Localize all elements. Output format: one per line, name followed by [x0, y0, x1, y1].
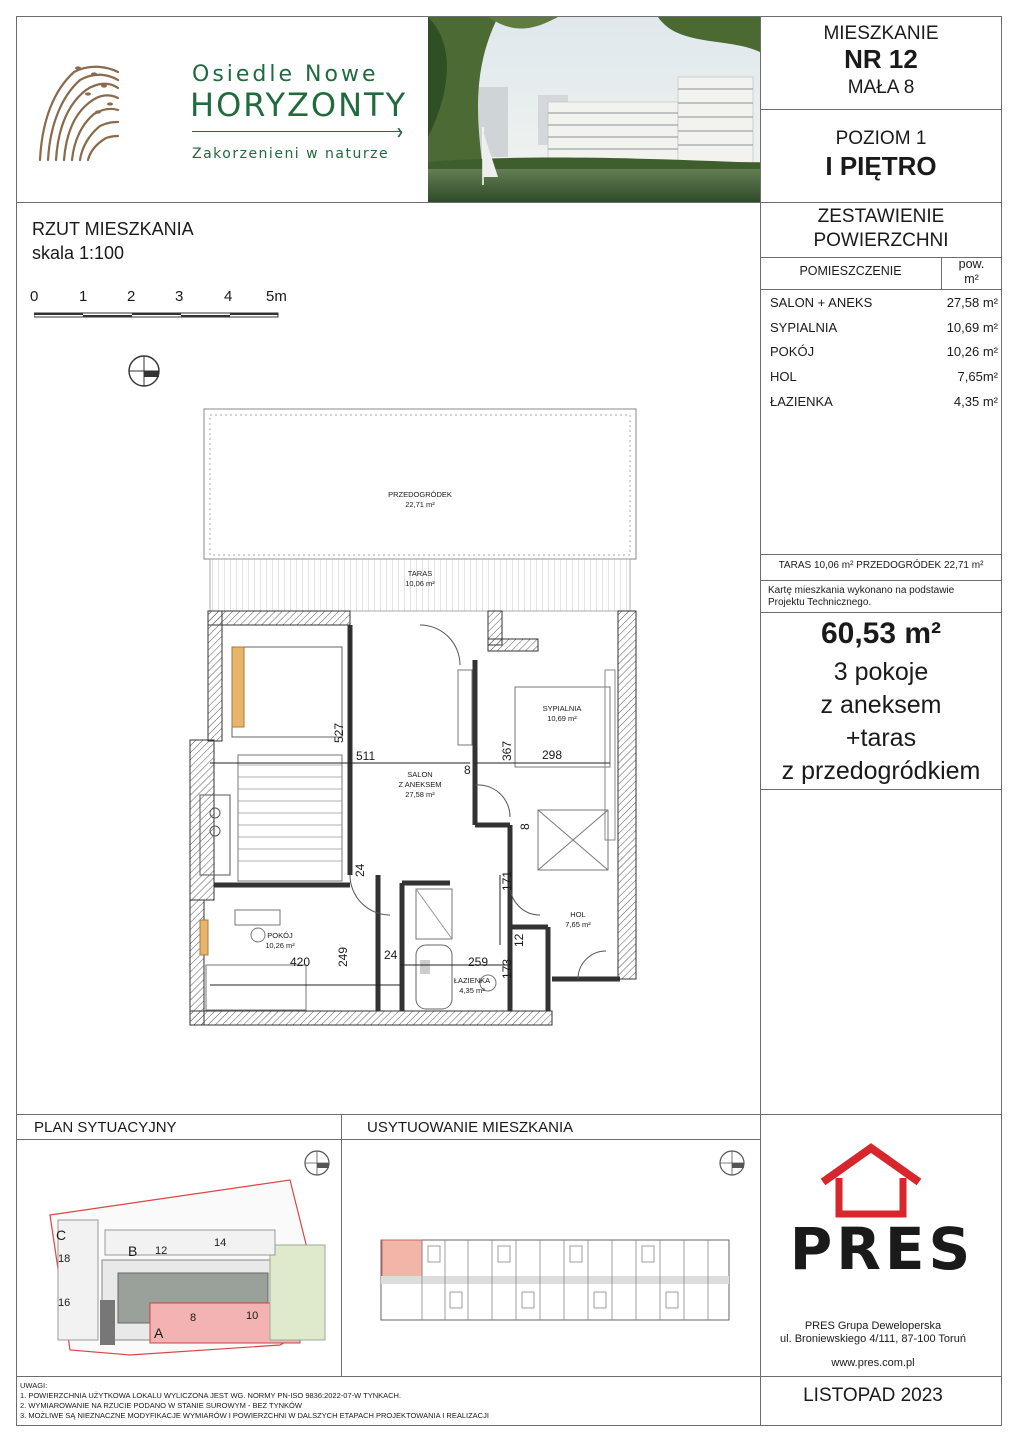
tree-emblem-icon	[34, 60, 124, 166]
brand-tagline: Zakorzenieni w naturze	[192, 146, 390, 162]
area-row-name: SYPIALNIA	[770, 320, 838, 335]
room-area-bathroom: 4,35 m²	[459, 986, 485, 995]
divider	[341, 1114, 342, 1376]
room-label-salon: SALON	[407, 770, 433, 779]
site-label: A	[154, 1325, 164, 1341]
dim-label: 527	[332, 722, 346, 743]
divider	[760, 580, 1002, 581]
col-area-unit: m²	[964, 272, 979, 286]
note-item: 1. POWIERZCHNIA UŻYTKOWA LOKALU WYLICZONA JEST WG. NORMY PN-ISO 9836:2022-07-W TYNKACH.	[20, 1391, 402, 1400]
location-title: USYTUOWANIE MIESZKANIA	[367, 1119, 574, 1136]
room-label-terrace: TARAS	[407, 569, 433, 578]
divider	[16, 1139, 760, 1140]
apartment-label: MIESZKANIE	[823, 23, 939, 44]
summary-kitchen: z aneksem	[820, 691, 942, 719]
room-area-room: 10,26 m²	[265, 941, 295, 950]
site-label: 8	[190, 1312, 197, 1324]
company-name: PRES Grupa Deweloperska	[804, 1320, 942, 1332]
scale-tick-label: 0	[30, 288, 39, 305]
area-row-name: ŁAZIENKA	[770, 394, 833, 409]
area-row-name: POKÓJ	[770, 344, 815, 359]
divider	[760, 612, 1002, 613]
area-row-value: 10,26 m²	[946, 344, 998, 359]
area-row-value: 10,69 m²	[946, 320, 998, 335]
dim-label: 420	[290, 955, 311, 969]
site-label: 14	[214, 1237, 227, 1249]
extra-areas: TARAS 10,06 m² PRZEDOGRÓDEK 22,71 m²	[778, 560, 984, 571]
room-label-bathroom: ŁAZIENKA	[453, 976, 491, 985]
scale-tick-label: 2	[127, 288, 136, 305]
apartment-street: MAŁA 8	[847, 77, 915, 98]
summary-garden: z przedogródkiem	[781, 757, 981, 785]
brand-logo	[34, 60, 124, 166]
areas-title: ZESTAWIENIE	[817, 206, 945, 227]
room-area-garden: 22,71 m²	[405, 500, 435, 509]
room-area-hall: 7,65 m²	[565, 920, 591, 929]
note-item: 3. MOŻLIWE SĄ NIEZNACZNE MODYFIKACJE WYMIARÓW I POWIERZCHNI W DALSZYCH ETAPACH PROJEKTOWANIA I REALIZACJI	[20, 1411, 489, 1420]
area-row	[770, 320, 998, 335]
company-logo-roof-icon	[818, 1142, 924, 1220]
area-row-value: 4,35 m²	[953, 394, 998, 409]
document-note: Kartę mieszkania wykonano na podstawie Projektu Technicznego.	[768, 585, 955, 608]
scale-tick-label: 4	[224, 288, 233, 305]
site-label: 16	[58, 1297, 71, 1309]
room-area-terrace: 10,06 m²	[405, 579, 435, 588]
scale-tick-label: 3	[175, 288, 184, 305]
dim-label: 8	[518, 823, 532, 830]
divider	[760, 1114, 761, 1426]
north-arrow-icon	[302, 1148, 332, 1178]
divider	[760, 1376, 1002, 1377]
divider	[16, 202, 1002, 203]
area-row-value: 27,58 m²	[946, 295, 998, 310]
scale-tick-label: 1	[79, 288, 88, 305]
dim-label: 367	[500, 740, 514, 761]
notes-title: UWAGI:	[20, 1381, 48, 1390]
room-label-garden: PRZEDOGRÓDEK	[388, 490, 452, 499]
brand-line2: HORYZONTY	[190, 86, 408, 124]
summary-rooms: 3 pokoje	[833, 658, 929, 686]
room-label-hall: HOL	[570, 910, 586, 919]
area-row	[770, 344, 998, 359]
area-row-value: 7,65m²	[957, 369, 998, 384]
dim-label: 24	[353, 863, 367, 877]
dim-label: 24	[384, 948, 398, 962]
company-address: ul. Broniewskiego 4/111, 87-100 Toruń	[780, 1333, 966, 1345]
brand-underline	[192, 131, 402, 132]
site-label: 18	[58, 1253, 71, 1265]
area-row-name: HOL	[770, 369, 797, 384]
floor-label: I PIĘTRO	[825, 151, 937, 181]
divider	[760, 789, 1002, 790]
dim-label: 173	[500, 958, 514, 979]
document-date: LISTOPAD 2023	[803, 1385, 943, 1406]
divider	[760, 289, 1002, 290]
divider	[16, 1376, 760, 1377]
site-plan-title: PLAN SYTUACYJNY	[34, 1119, 177, 1136]
room-label-room: POKÓJ	[267, 931, 293, 940]
dim-label: 298	[542, 748, 563, 762]
dim-label: 259	[468, 955, 489, 969]
building-floor-map	[380, 1232, 732, 1328]
site-label: 12	[155, 1245, 168, 1257]
note-item: 2. WYMIAROWANIE NA RZUCIE PODANO W STANIE SUROWYM - BEZ TYNKÓW	[20, 1401, 302, 1410]
company-website[interactable]: www.pres.com.pl	[831, 1357, 915, 1369]
room-area-bedroom: 10,69 m²	[547, 714, 577, 723]
summary-terrace: +taras	[845, 724, 917, 752]
dim-label: 12	[512, 933, 526, 947]
dim-label: 511	[356, 749, 376, 763]
apartment-number: NR 12	[844, 44, 918, 74]
building-render-image	[428, 17, 760, 202]
north-arrow-icon	[126, 353, 162, 389]
col-room-header: POMIESZCZENIE	[799, 264, 902, 278]
site-label: 10	[246, 1310, 259, 1322]
brand-line1: Osiedle Nowe	[192, 62, 379, 87]
areas-title-2: POWIERZCHNI	[813, 230, 949, 251]
plan-title: RZUT MIESZKANIA	[32, 219, 194, 239]
divider	[760, 554, 1002, 555]
scale-tick-label: 5m	[266, 288, 287, 305]
leaf-icon: ❯	[396, 127, 404, 137]
scale-bar	[28, 288, 298, 322]
divider	[16, 1114, 1002, 1115]
area-row	[770, 394, 998, 409]
site-label: B	[128, 1243, 138, 1259]
room-label-bedroom: SYPIALNIA	[542, 704, 582, 713]
area-row	[770, 369, 998, 384]
col-area-header: pow.	[958, 257, 985, 271]
divider	[760, 109, 1002, 110]
area-row	[770, 295, 998, 310]
room-area-salon: 27,58 m²	[405, 790, 435, 799]
north-arrow-icon	[717, 1148, 747, 1178]
total-area: 60,53 m²	[820, 617, 942, 650]
floor-plan	[170, 405, 650, 1030]
notes	[20, 1381, 750, 1421]
company-logo: PRES	[789, 1215, 975, 1283]
site-label: C	[56, 1227, 67, 1243]
dim-label: 171	[500, 870, 514, 891]
dim-label: 8	[464, 763, 471, 777]
area-row-name: SALON + ANEKS	[770, 295, 873, 310]
level-label: POZIOM 1	[835, 128, 927, 149]
plan-scale: skala 1:100	[32, 243, 125, 263]
room-label-salon-2: Z ANEKSEM	[398, 780, 442, 789]
dim-label: 249	[336, 946, 350, 967]
site-plan-map	[40, 1175, 340, 1370]
